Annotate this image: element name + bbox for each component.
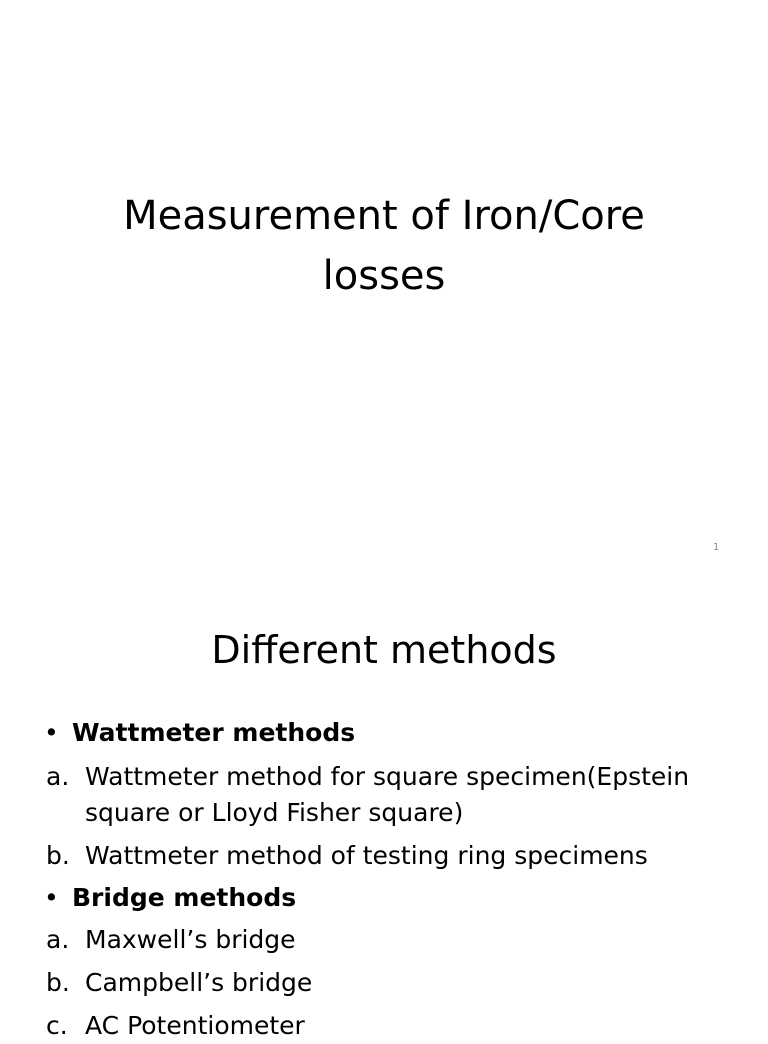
letter-marker: b. xyxy=(46,968,70,997)
slide-1-title-line-2: losses xyxy=(322,253,446,299)
slide-1-title xyxy=(0,186,768,306)
letter-marker: a. xyxy=(46,925,70,954)
slide-1-title-line-1: Measurement of Iron/Core xyxy=(123,193,645,239)
letter-marker: c. xyxy=(46,1011,68,1040)
slide-2-title: Different methods xyxy=(211,628,557,672)
letter-marker: b. xyxy=(46,841,70,870)
list-item-label: Wattmeter method for square specimen(Epstein xyxy=(85,762,690,791)
list-item-label: Maxwell’s bridge xyxy=(85,925,296,954)
letter-marker: a. xyxy=(46,762,70,791)
list-item-label: Bridge methods xyxy=(72,883,297,912)
list-item-label: Wattmeter methods xyxy=(72,718,356,747)
list-item-label: AC Potentiometer xyxy=(85,1011,305,1040)
list-item-continuation: square or Lloyd Fisher square) xyxy=(85,798,464,827)
slide-number: 1 xyxy=(713,542,720,553)
bullet-marker: • xyxy=(44,718,59,747)
list-item-label: Wattmeter method of testing ring specimens xyxy=(85,841,648,870)
list-item-label: Campbell’s bridge xyxy=(85,968,313,997)
bullet-marker: • xyxy=(44,883,59,912)
